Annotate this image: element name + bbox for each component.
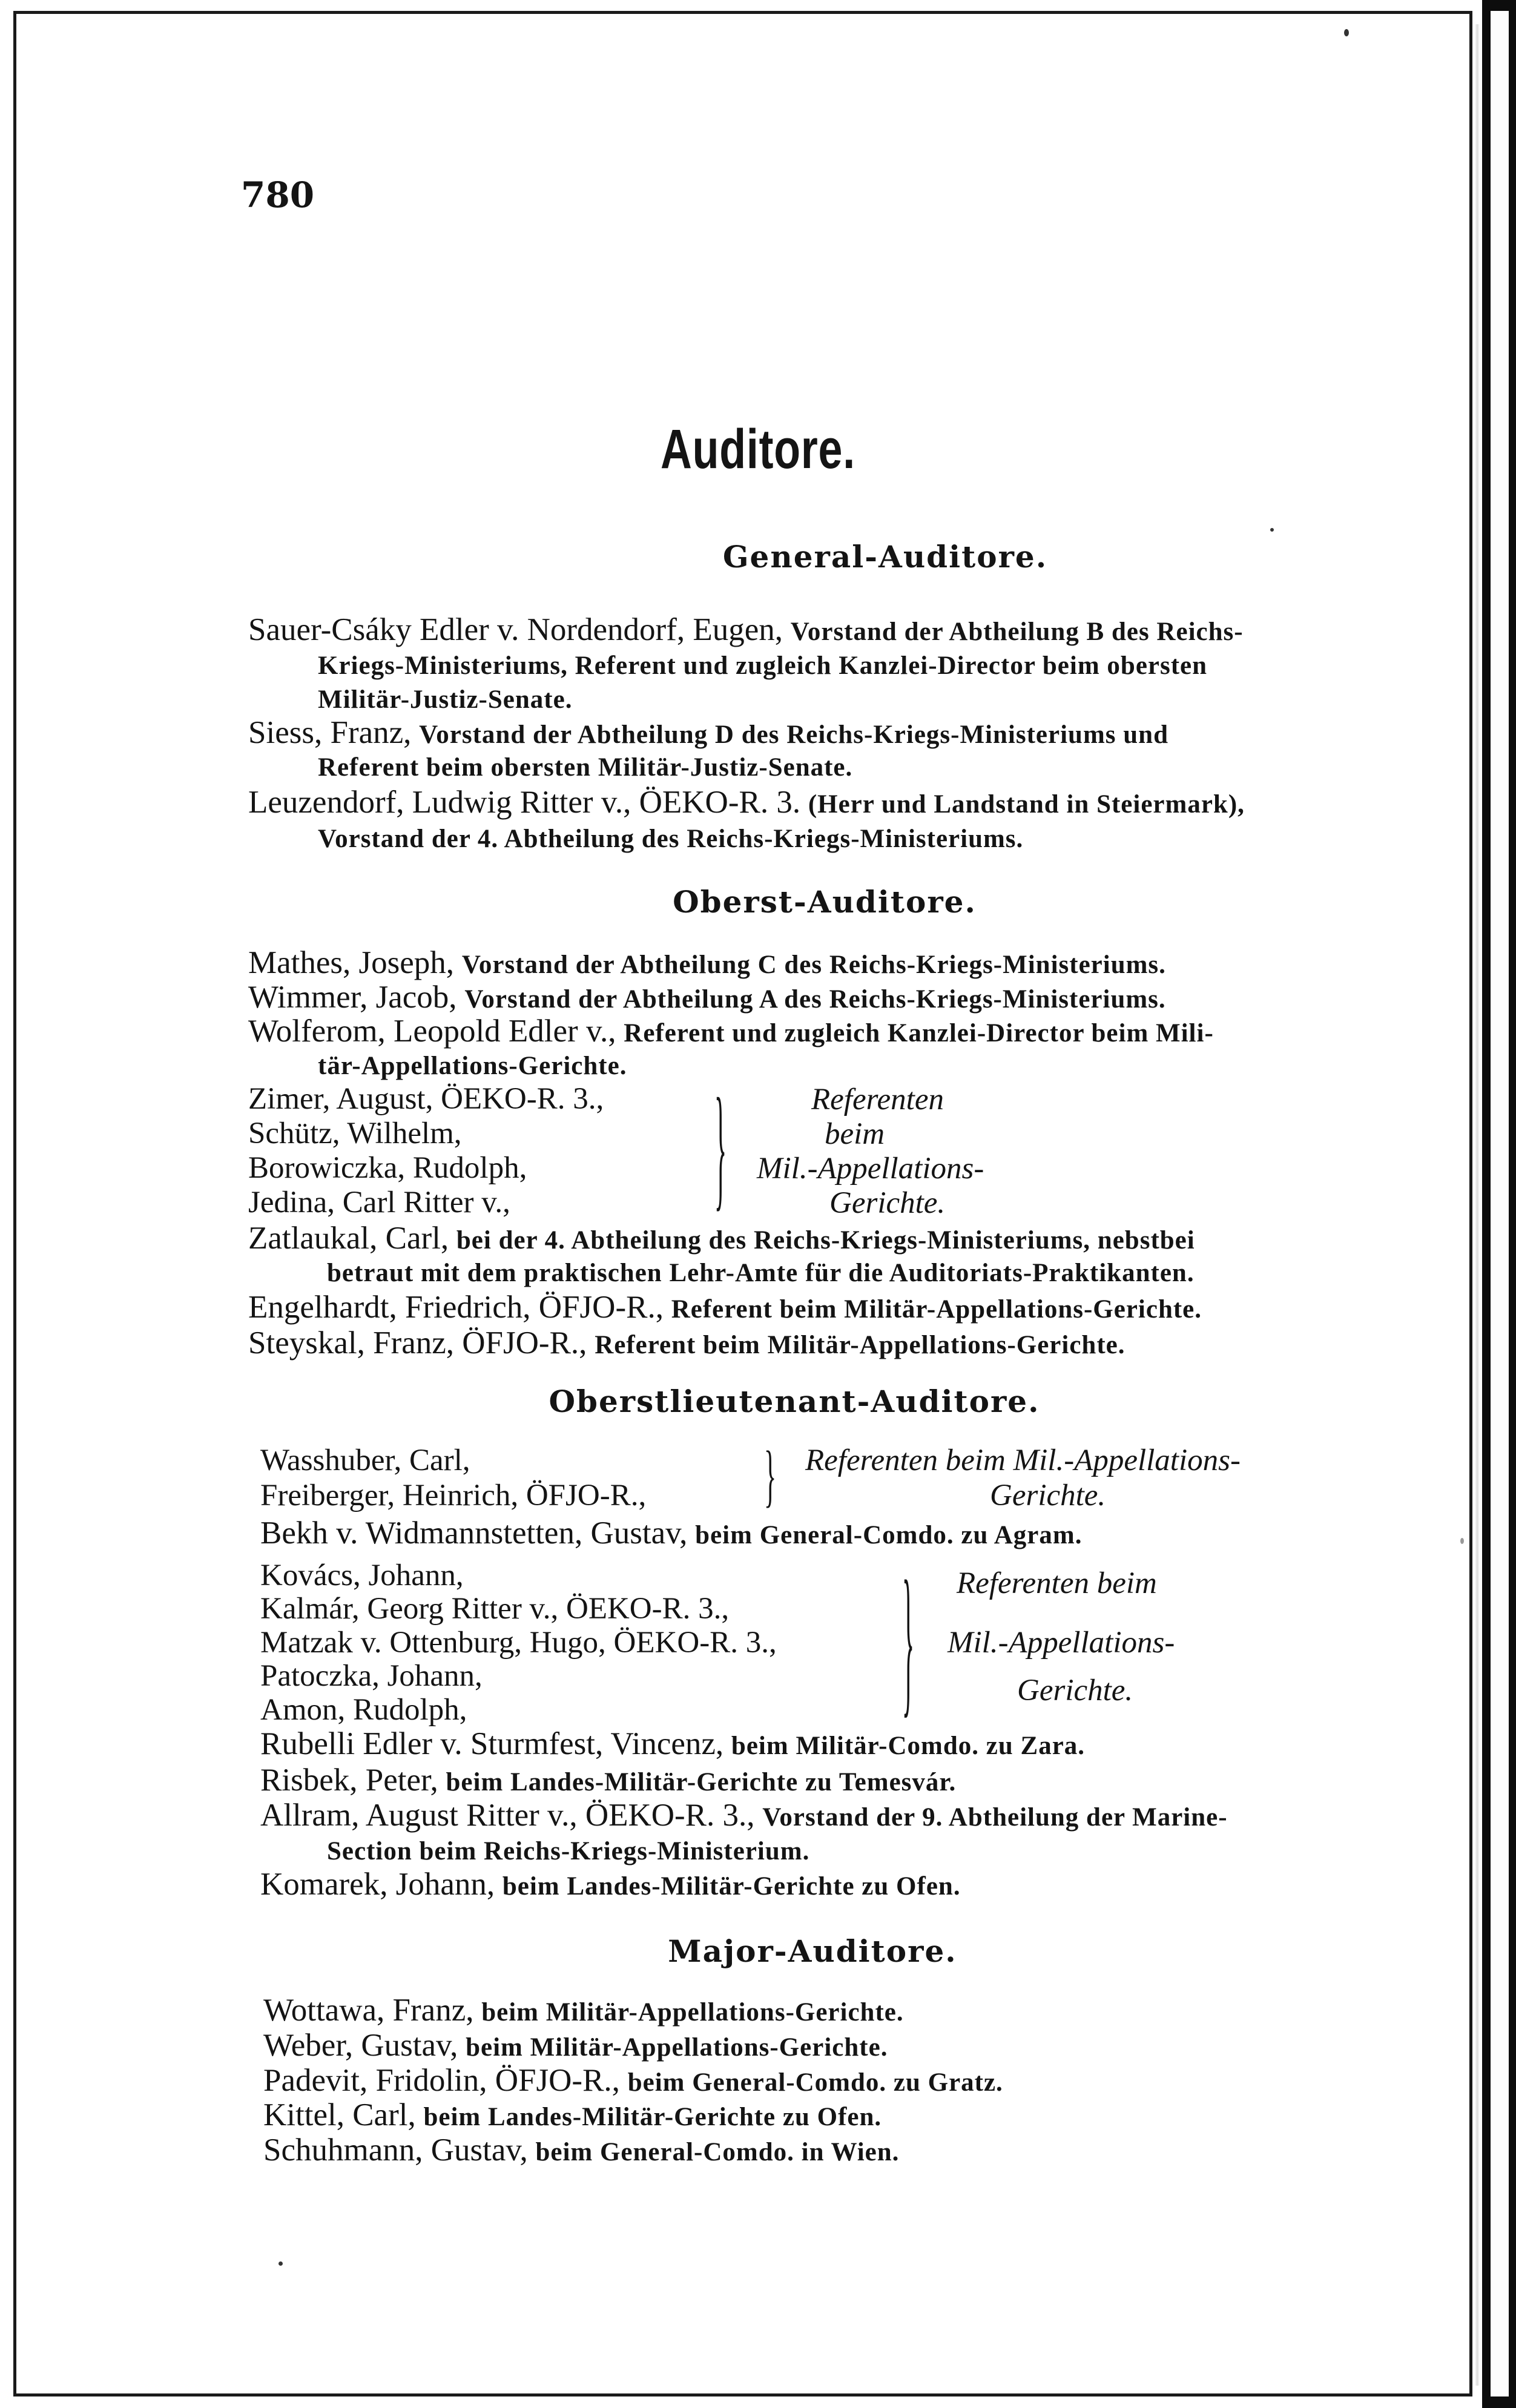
group-label-line: Referenten — [811, 1083, 944, 1117]
speck — [1460, 1538, 1464, 1544]
speck — [1344, 29, 1349, 36]
entry-zatlaukal-cont: betraut mit dem praktischen Lehr-Amte für die Auditoriats-Praktikanten. — [327, 1259, 1195, 1287]
entry-leuzendorf: Leuzendorf, Ludwig Ritter v., ÖEKO-R. 3. (Herr und Landstand in Steiermark), — [248, 785, 1245, 820]
group-name: Zimer, August, ÖEKO-R. 3., — [248, 1082, 604, 1116]
entry-siess: Siess, Franz, Vorstand der Abtheilung D des Reichs-Kriegs-Ministeriums und — [248, 715, 1168, 750]
group-label-line: beim — [825, 1117, 885, 1151]
entry-siess-cont: Referent beim obersten Militär-Justiz-Senate. — [318, 753, 853, 782]
next-page-edge — [1491, 11, 1509, 2396]
entry-leuzendorf-cont: Vorstand der 4. Abtheilung des Reichs-Kriegs-Ministeriums. — [318, 825, 1024, 853]
group-name: Freiberger, Heinrich, ÖFJO-R., — [260, 1479, 647, 1512]
group-brace: } — [714, 1070, 727, 1223]
entry-bekh: Bekh v. Widmannstetten, Gustav, beim General-Comdo. zu Agram. — [260, 1516, 1083, 1551]
entry-risbek: Risbek, Peter, beim Landes-Militär-Gerichte zu Temesvár. — [260, 1763, 957, 1798]
entry-major: Weber, Gustav, beim Militär-Appellations-Gerichte. — [263, 2028, 888, 2063]
group-brace: } — [902, 1548, 915, 1732]
group-label-line: Gerichte. — [829, 1186, 946, 1220]
entry-sauer: Sauer-Csáky Edler v. Nordendorf, Eugen, Vorstand der Abtheilung B des Reichs- — [248, 612, 1244, 647]
group-name: Amon, Rudolph, — [260, 1693, 467, 1727]
entry-allram-cont: Section beim Reichs-Kriegs-Ministerium. — [327, 1837, 810, 1865]
group-name: Kovács, Johann, — [260, 1559, 464, 1592]
entry-major: Schuhmann, Gustav, beim General-Comdo. in Wien. — [263, 2133, 900, 2168]
entry-sauer-cont-1: Kriegs-Ministeriums, Referent und zugleich Kanzlei-Director beim obersten — [318, 651, 1208, 680]
entry-wolferom: Wolferom, Leopold Edler v., Referent und zugleich Kanzlei-Director beim Mili- — [248, 1014, 1214, 1049]
section-heading-oberst: Oberst-Auditore. — [673, 884, 977, 920]
entry-zatlaukal: Zatlaukal, Carl, bei der 4. Abtheilung des Reichs-Kriegs-Ministeriums, nebstbei — [248, 1221, 1195, 1256]
entry-major: Kittel, Carl, beim Landes-Militär-Gerichte zu Ofen. — [263, 2097, 882, 2133]
group-label-line: Referenten beim Mil.-Appellations- — [805, 1443, 1241, 1477]
entry-sauer-cont-2: Militär-Justiz-Senate. — [318, 685, 573, 714]
group-label-line: Gerichte. — [990, 1479, 1106, 1512]
group-name: Kalmár, Georg Ritter v., ÖEKO-R. 3., — [260, 1592, 730, 1626]
section-heading-major: Major-Auditore. — [668, 1933, 957, 1969]
group-label-line: Gerichte. — [1017, 1674, 1133, 1707]
group-name: Matzak v. Ottenburg, Hugo, ÖEKO-R. 3., — [260, 1626, 777, 1660]
entry-major: Padevit, Fridolin, ÖFJO-R., beim General-Comdo. zu Gratz. — [263, 2063, 1003, 2098]
group-name: Borowiczka, Rudolph, — [248, 1151, 527, 1185]
page-edge — [1475, 24, 1480, 2386]
section-heading-oberstlieutenant: Oberstlieutenant-Auditore. — [549, 1384, 1040, 1419]
entry-wimmer: Wimmer, Jacob, Vorstand der Abtheilung A des Reichs-Kriegs-Ministeriums. — [248, 980, 1166, 1015]
group-label-line: Referenten beim — [957, 1566, 1157, 1600]
entry-rubelli: Rubelli Edler v. Sturmfest, Vincenz, beim Militär-Comdo. zu Zara. — [260, 1726, 1086, 1761]
entry-allram: Allram, August Ritter v., ÖEKO-R. 3., Vorstand der 9. Abtheilung der Marine- — [260, 1798, 1228, 1833]
speck — [278, 2261, 283, 2266]
page-number: 780 — [241, 174, 315, 216]
entry-steyskal: Steyskal, Franz, ÖFJO-R., Referent beim Militär-Appellations-Gerichte. — [248, 1325, 1125, 1361]
section-heading-general: General-Auditore. — [722, 539, 1048, 575]
speck — [1270, 528, 1274, 532]
entry-komarek: Komarek, Johann, beim Landes-Militär-Gerichte zu Ofen. — [260, 1867, 961, 1902]
group-label-line: Mil.-Appellations- — [757, 1152, 984, 1186]
entry-wolferom-cont: tär-Appellations-Gerichte. — [318, 1052, 627, 1080]
page-title: Auditore. — [661, 418, 855, 480]
group-name: Schütz, Wilhelm, — [248, 1117, 462, 1150]
entry-major: Wottawa, Franz, beim Militär-Appellations-Gerichte. — [263, 1993, 904, 2028]
entry-engelhardt: Engelhardt, Friedrich, ÖFJO-R., Referent beim Militär-Appellations-Gerichte. — [248, 1290, 1202, 1325]
group-brace: } — [764, 1437, 777, 1514]
group-label-line: Mil.-Appellations- — [948, 1626, 1175, 1660]
entry-mathes: Mathes, Joseph, Vorstand der Abtheilung C des Reichs-Kriegs-Ministeriums. — [248, 945, 1166, 980]
group-name: Patoczka, Johann, — [260, 1659, 483, 1693]
group-name: Wasshuber, Carl, — [260, 1443, 470, 1477]
group-name: Jedina, Carl Ritter v., — [248, 1186, 510, 1219]
